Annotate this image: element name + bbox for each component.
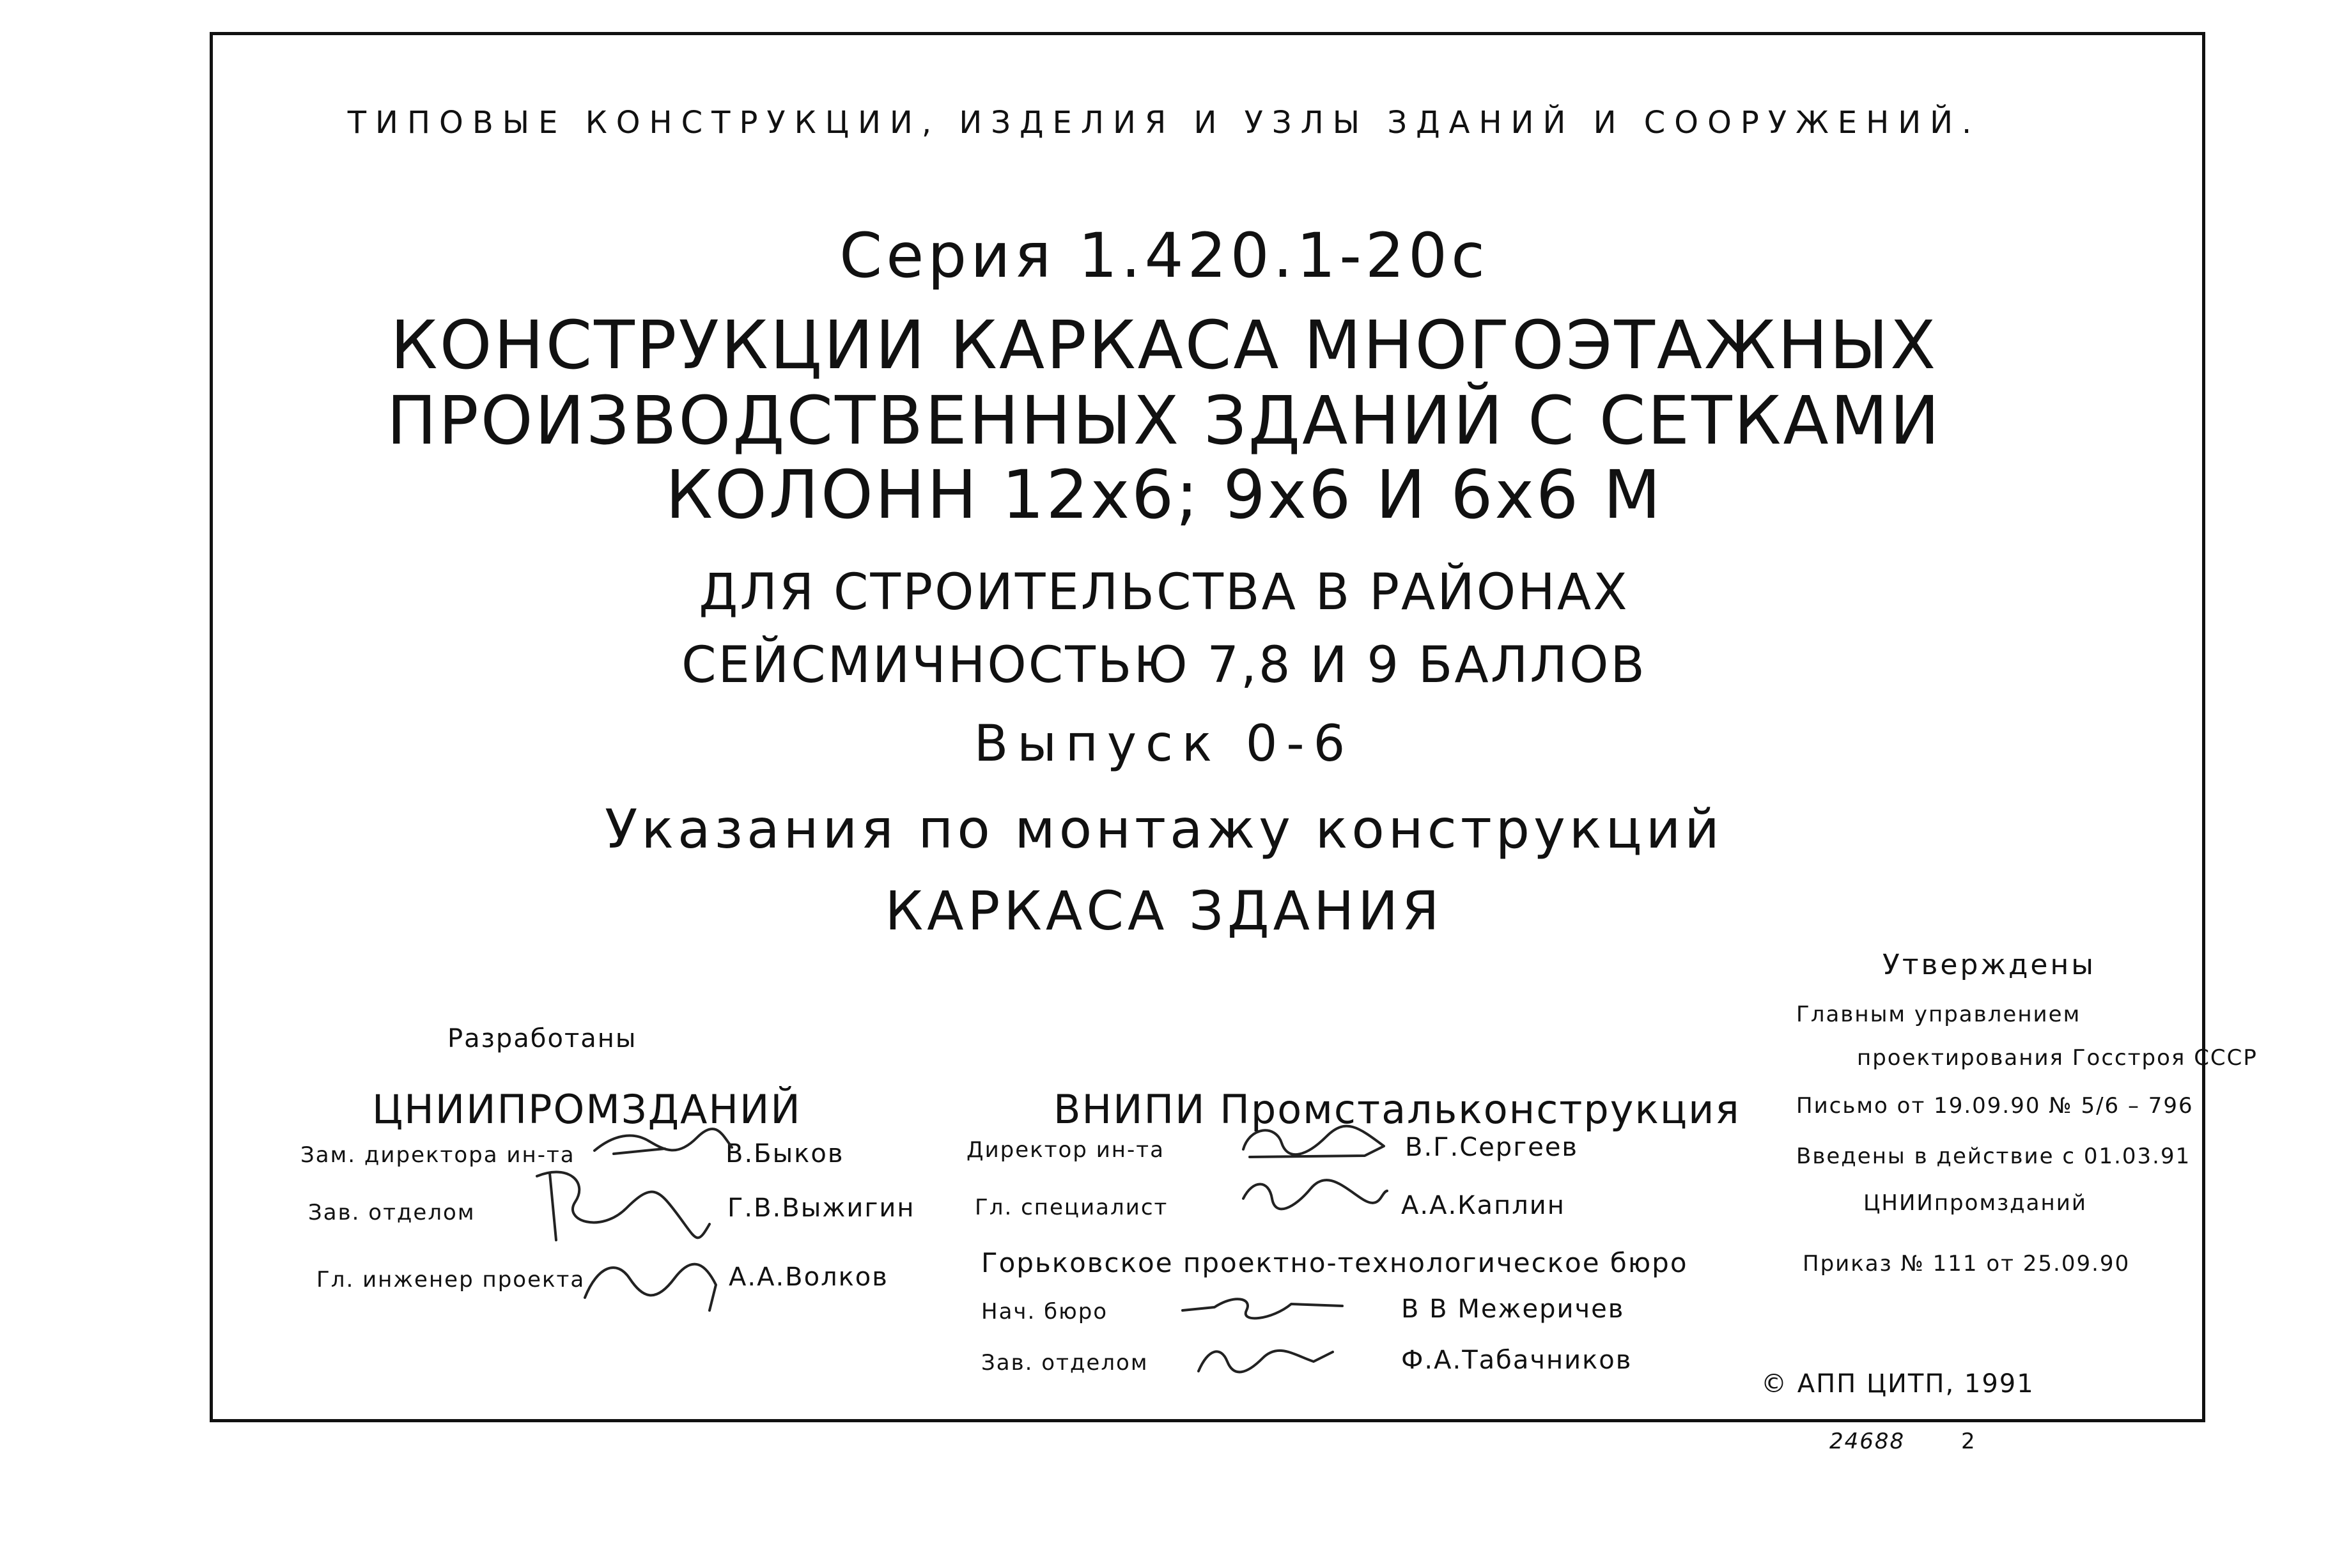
approved-line-6: Приказ № 111 от 25.09.90 <box>1803 1251 2130 1277</box>
title-line-2: ПРОИЗВОДСТВЕННЫХ ЗДАНИЙ С СЕТКАМИ <box>386 382 1942 460</box>
vnipi-role-2: Гл. специалист <box>975 1195 1168 1220</box>
signature-tabachnikov <box>1192 1336 1339 1381</box>
signature-mezherichev <box>1176 1288 1349 1326</box>
subject-line-2: КАРКАСА ЗДАНИЯ <box>885 880 1443 942</box>
vnipi-bureau: Горьковское проектно-технологическое бюро <box>981 1247 1688 1278</box>
subtitle-line-1: ДЛЯ СТРОИТЕЛЬСТВА В РАЙОНАХ <box>699 564 1629 621</box>
developed-role-1: Зам. директора ин-та <box>300 1142 575 1168</box>
title-line-1: КОНСТРУКЦИИ КАРКАСА МНОГОЭТАЖНЫХ <box>390 306 1938 384</box>
title-line-3: КОЛОНН 12x6; 9x6 И 6x6 М <box>665 456 1663 534</box>
footer-doc-number: 24688 <box>1829 1429 1905 1454</box>
vnipi-role-1: Директор ин-та <box>966 1137 1165 1163</box>
signature-bykov <box>588 1122 735 1167</box>
bureau-name-2: Ф.А.Табачников <box>1401 1346 1633 1375</box>
approved-line-4: Введены в действие с 01.03.91 <box>1796 1144 2191 1169</box>
developed-name-3: А.А.Волков <box>729 1262 889 1292</box>
bureau-role-2: Зав. отделом <box>981 1350 1149 1376</box>
developed-role-3: Гл. инженер проекта <box>316 1267 586 1292</box>
vnipi-name-2: А.А.Каплин <box>1401 1191 1565 1220</box>
approved-line-2: проектирования Госстроя СССР <box>1857 1045 2258 1071</box>
vnipi-name-1: В.Г.Сергеев <box>1405 1133 1579 1162</box>
header-top-line: ТИПОВЫЕ КОНСТРУКЦИИ, ИЗДЕЛИЯ И УЗЛЫ ЗДАНИЙ И СООРУЖЕНИЙ. <box>347 105 1981 141</box>
footer-page-number: 2 <box>1961 1429 1976 1454</box>
developed-label: Разработаны <box>447 1024 637 1053</box>
bureau-name-1: В В Межеричев <box>1401 1294 1625 1324</box>
signature-kaplin <box>1234 1173 1393 1218</box>
issue-number: Выпуск 0-6 <box>974 715 1354 773</box>
vnipi-org: ВНИПИ Промстальконструкция <box>1053 1086 1741 1133</box>
copyright: © АПП ЦИТП, 1991 <box>1761 1369 2035 1399</box>
developed-org: ЦНИИПРОМЗДАНИЙ <box>372 1086 802 1133</box>
approved-line-3: Письмо от 19.09.90 № 5/6 – 796 <box>1796 1093 2194 1119</box>
series-number: Серия 1.420.1-20с <box>839 220 1489 291</box>
subtitle-line-2: СЕЙСМИЧНОСТЬЮ 7,8 И 9 БАЛЛОВ <box>681 637 1647 694</box>
developed-name-2: Г.В.Выжигин <box>727 1193 915 1223</box>
approved-label: Утверждены <box>1882 949 2097 981</box>
bureau-role-1: Нач. бюро <box>981 1299 1108 1324</box>
subject-line-1: Указания по монтажу конструкций <box>605 798 1723 860</box>
developed-role-2: Зав. отделом <box>308 1200 476 1225</box>
signature-vyzhigin <box>531 1163 716 1253</box>
developed-name-1: В.Быков <box>726 1139 844 1168</box>
signature-sergeev <box>1237 1117 1397 1168</box>
approved-line-5: ЦНИИпромзданий <box>1863 1190 2087 1216</box>
approved-line-1: Главным управлением <box>1796 1002 2081 1027</box>
signature-volkov <box>578 1240 726 1317</box>
